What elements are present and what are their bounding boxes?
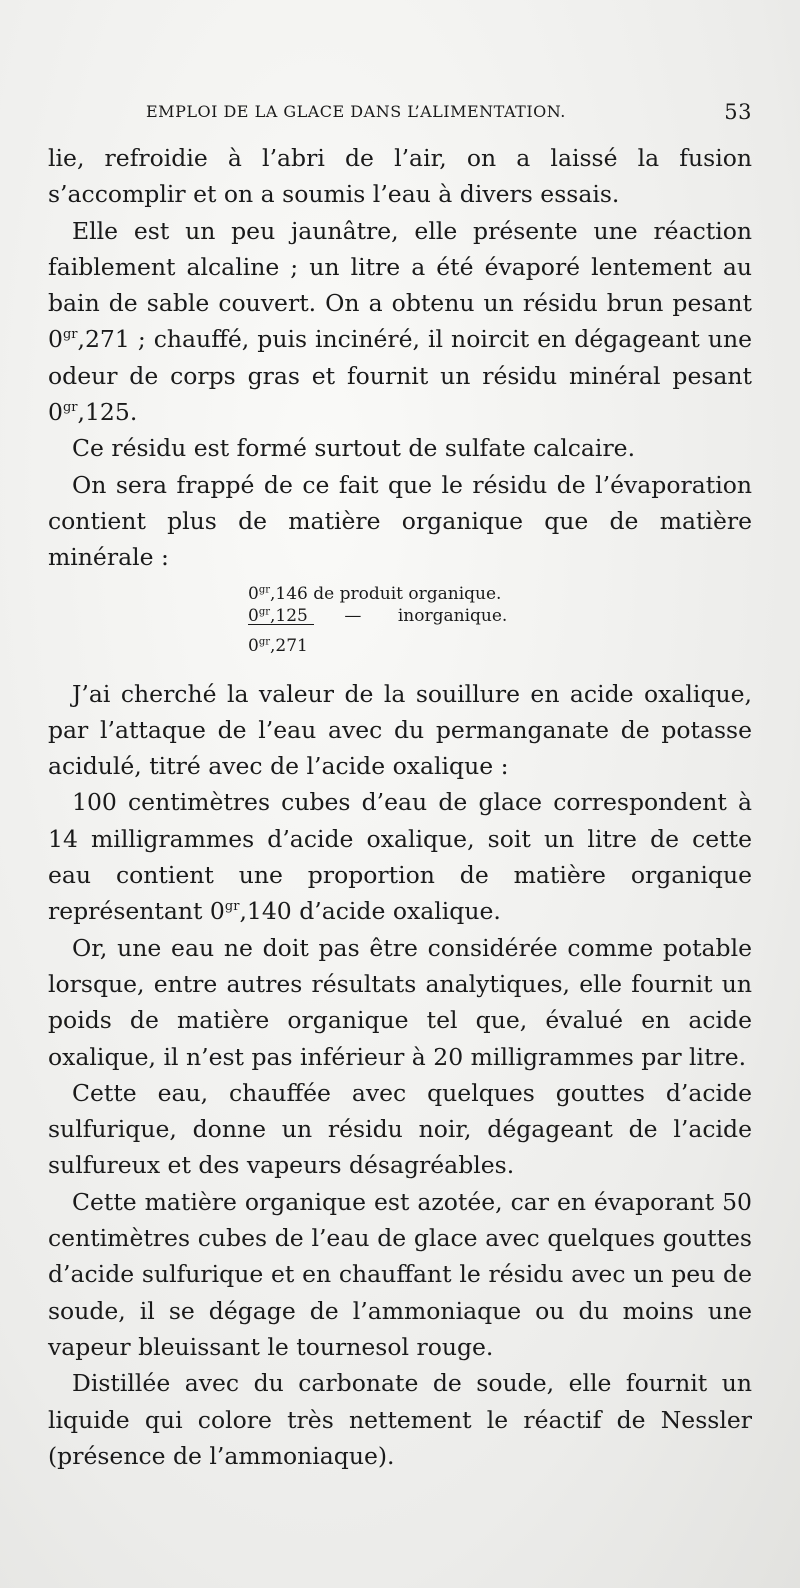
page-number: 53 bbox=[724, 100, 752, 124]
paragraph-sulfuric-test: Cette eau, chauffée avec quelques gouttes d’acide sulfurique, donne un résidu noir, dégageant de l’acide sulfureux et des vapeurs désagréables. bbox=[48, 1078, 752, 1180]
unit-superscript: gr bbox=[224, 899, 240, 915]
paragraph-residue-description bbox=[48, 213, 752, 431]
paragraph-continuation: lie, refroidie à l’abri de l’air, on a laissé la fusion s’accomplir et on a soumis l’eau à divers essais. bbox=[48, 144, 752, 209]
paragraph-organic-vs-mineral: On sera frappé de ce fait que le résidu de l’évaporation contient plus de matière organique que de matière minérale : bbox=[48, 470, 752, 572]
paragraph-oxalic-result bbox=[48, 784, 752, 929]
sum-total: $0^{gr},271$ bbox=[248, 635, 308, 656]
text-segment: ,125. bbox=[77, 398, 138, 427]
unit-superscript: gr bbox=[258, 583, 271, 595]
paragraph-oxalic-method: J’ai cherché la valeur de la souillure en acide oxalique, par l’attaque de l’eau avec du permanganate de potasse acidulé, titré avec de l’acide oxalique : bbox=[48, 679, 752, 781]
ditto-dash: — bbox=[344, 605, 362, 626]
unit-superscript: gr bbox=[62, 400, 78, 416]
sum-row-inorganic: $0^{gr},125$ — inorganique. bbox=[248, 598, 507, 634]
unit-superscript: gr bbox=[258, 635, 271, 647]
text-segment: ,271 ; chauffé, puis incinéré, il noircit en dégageant une odeur de corps gras et fournit un résidu minéral pesant 0 bbox=[48, 325, 752, 427]
paragraph-potability: Or, une eau ne doit pas être considérée comme potable lorsque, entre autres résultats analytiques, elle fournit un poids de matière organique tel que, évalué en acide oxalique, il n’est pas inférieur à 20 milligrammes par litre. bbox=[48, 933, 752, 1071]
text-segment: Elle est un peu jaunâtre, elle présente une réaction faiblement alcaline ; un litre a été évaporé lentement au bain de sable couvert. On a obtenu un résidu brun pesant 0 bbox=[48, 216, 752, 354]
paragraph-nitrogen-test: Cette matière organique est azotée, car en évaporant 50 centimètres cubes de l’eau de glace avec quelques gouttes d’acide sulfurique et en chauffant le résidu avec un peu de soude, il se dégage de l’ammoniaque ou du moins une vapeur bleuissant le tournesol rouge. bbox=[48, 1187, 752, 1361]
paragraph-sulfate: Ce résidu est formé surtout de sulfate calcaire. bbox=[72, 434, 636, 463]
running-header bbox=[146, 102, 752, 132]
sum-table bbox=[48, 576, 752, 676]
text-segment: 100 centimètres cubes d’eau de glace correspondent à 14 milligrammes d’acide oxalique, soit un litre de cette eau contient une proportion de matière organique représentant 0 bbox=[48, 788, 752, 926]
body-text bbox=[48, 140, 752, 1474]
text-segment: ,140 d’acide oxalique. bbox=[239, 897, 501, 926]
paragraph-nessler-test: Distillée avec du carbonate de soude, elle fournit un liquide qui colore très nettement le réactif de Nessler (présence de l’ammoniaque). bbox=[48, 1369, 752, 1470]
sum-rule bbox=[248, 624, 314, 625]
sum-row-organic: $0^{gr},146$ de produit organique. bbox=[248, 583, 502, 604]
running-title: EMPLOI DE LA GLACE DANS L’ALIMENTATION. bbox=[146, 102, 566, 121]
unit-superscript: gr bbox=[62, 327, 78, 343]
unit-superscript: gr bbox=[258, 605, 271, 617]
